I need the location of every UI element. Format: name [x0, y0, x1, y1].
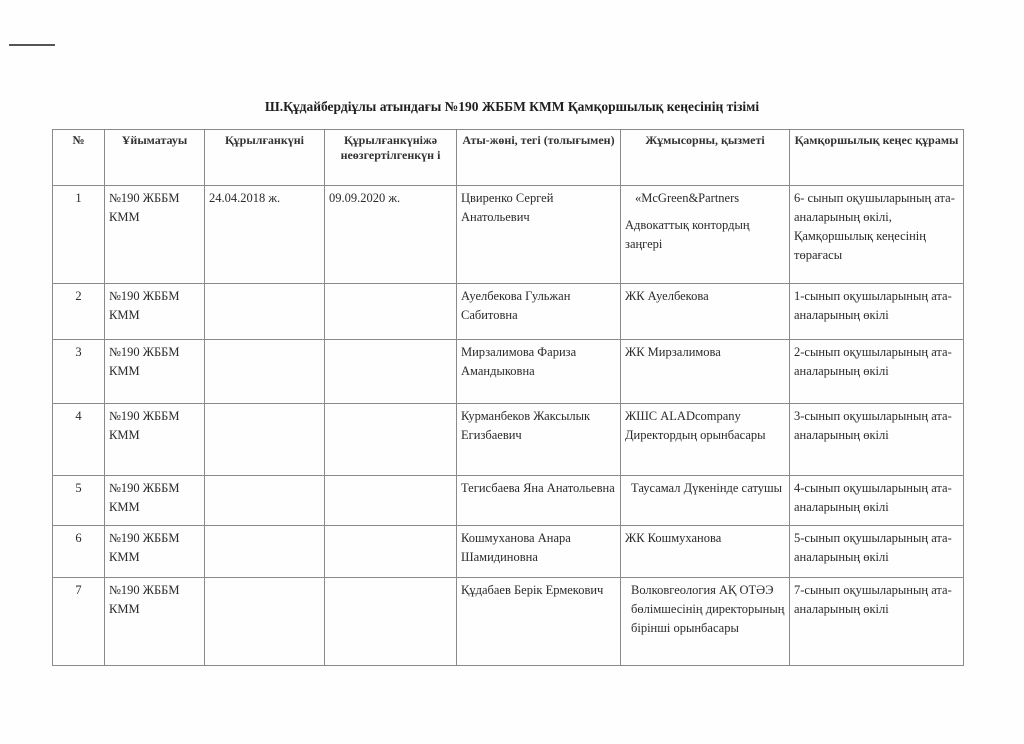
table-row [53, 284, 964, 340]
row-full-name: Кошмуханова Анара Шамидиновна [457, 526, 621, 578]
row-council-role: 6- сынып оқушыларының ата- аналарының өкілі, Қамқоршылық кеңесінің төрағасы [790, 186, 964, 284]
table-row [53, 186, 964, 284]
row-full-name: Ауелбекова Гульжан Сабитовна [457, 284, 621, 340]
document-title: Ш.Құдайбердіұлы атындағы №190 ЖББМ КММ Қамқоршылық кеңесінің тізімі [264, 99, 760, 114]
row-number: 1 [53, 186, 105, 284]
row-council-role: 5-сынып оқушыларының ата- аналарының өкілі [790, 526, 964, 578]
table-row [53, 404, 964, 476]
scan-mark [9, 44, 55, 46]
table-row [53, 526, 964, 578]
row-position: ЖК Мирзалимова [621, 340, 790, 404]
row-changed-date: 09.09.2020 ж. [325, 186, 457, 284]
row-council-role: 4-сынып оқушыларының ата- аналарының өкілі [790, 476, 964, 526]
row-full-name: Құдабаев Берік Ермекович [457, 578, 621, 666]
row-founded-date [205, 404, 325, 476]
row-organization: №190 ЖББМ КММ [105, 526, 205, 578]
row-founded-date [205, 284, 325, 340]
position-line-1: «McGreen&Partners [635, 191, 740, 205]
header-workplace-position: Жұмысорны, қызметі [621, 130, 790, 186]
header-council-role: Қамқоршылық кеңес құрамы [790, 130, 964, 186]
row-organization: №190 ЖББМ КММ [105, 404, 205, 476]
row-council-role: 3-сынып оқушыларының ата- аналарының өкілі [790, 404, 964, 476]
header-organization: Ұйыматауы [105, 130, 205, 186]
header-changed-date: Құрылғанкүніжә неөзгертілгенкүн і [325, 130, 457, 186]
position-line-2: Адвокаттық контордың заңгері [625, 218, 750, 251]
row-organization: №190 ЖББМ КММ [105, 476, 205, 526]
row-organization: №190 ЖББМ КММ [105, 284, 205, 340]
row-founded-date [205, 476, 325, 526]
row-number: 2 [53, 284, 105, 340]
row-number: 6 [53, 526, 105, 578]
row-organization: №190 ЖББМ КММ [105, 578, 205, 666]
row-changed-date [325, 578, 457, 666]
row-number: 7 [53, 578, 105, 666]
row-position: ЖК Кошмуханова [621, 526, 790, 578]
row-position: Таусамал Дүкенінде сатушы [621, 476, 790, 526]
row-number: 5 [53, 476, 105, 526]
row-council-role: 1-сынып оқушыларының ата- аналарының өкілі [790, 284, 964, 340]
table-row [53, 578, 964, 666]
row-changed-date [325, 404, 457, 476]
council-members-table [52, 129, 964, 666]
row-council-role: 7-сынып оқушыларының ата- аналарының өкілі [790, 578, 964, 666]
row-changed-date [325, 340, 457, 404]
row-position: ЖШС ALADcompany Директордың орынбасары [621, 404, 790, 476]
table-row [53, 340, 964, 404]
table-header-row [53, 130, 964, 186]
row-full-name: Цвиренко Сергей Анатольевич [457, 186, 621, 284]
row-position: Волковгеология АҚ ОТӘЭ бөлімшесінің директорының бірінші орынбасары [621, 578, 790, 666]
row-founded-date [205, 340, 325, 404]
row-number: 3 [53, 340, 105, 404]
row-founded-date: 24.04.2018 ж. [205, 186, 325, 284]
header-founded-date: Құрылғанкүні [205, 130, 325, 186]
row-number: 4 [53, 404, 105, 476]
row-full-name: Тегисбаева Яна Анатольевна [457, 476, 621, 526]
row-organization: №190 ЖББМ КММ [105, 186, 205, 284]
row-changed-date [325, 476, 457, 526]
row-full-name: Курманбеков Жаксылык Егизбаевич [457, 404, 621, 476]
row-position: ЖК Ауелбекова [621, 284, 790, 340]
row-founded-date [205, 578, 325, 666]
table-row [53, 476, 964, 526]
row-council-role: 2-сынып оқушыларының ата- аналарының өкілі [790, 340, 964, 404]
row-position [621, 186, 790, 284]
row-organization: №190 ЖББМ КММ [105, 340, 205, 404]
row-changed-date [325, 526, 457, 578]
row-founded-date [205, 526, 325, 578]
row-changed-date [325, 284, 457, 340]
row-full-name: Мирзалимова Фариза Амандыковна [457, 340, 621, 404]
header-full-name: Аты-жөні, тегі (толығымен) [457, 130, 621, 186]
header-number: № [53, 130, 105, 186]
